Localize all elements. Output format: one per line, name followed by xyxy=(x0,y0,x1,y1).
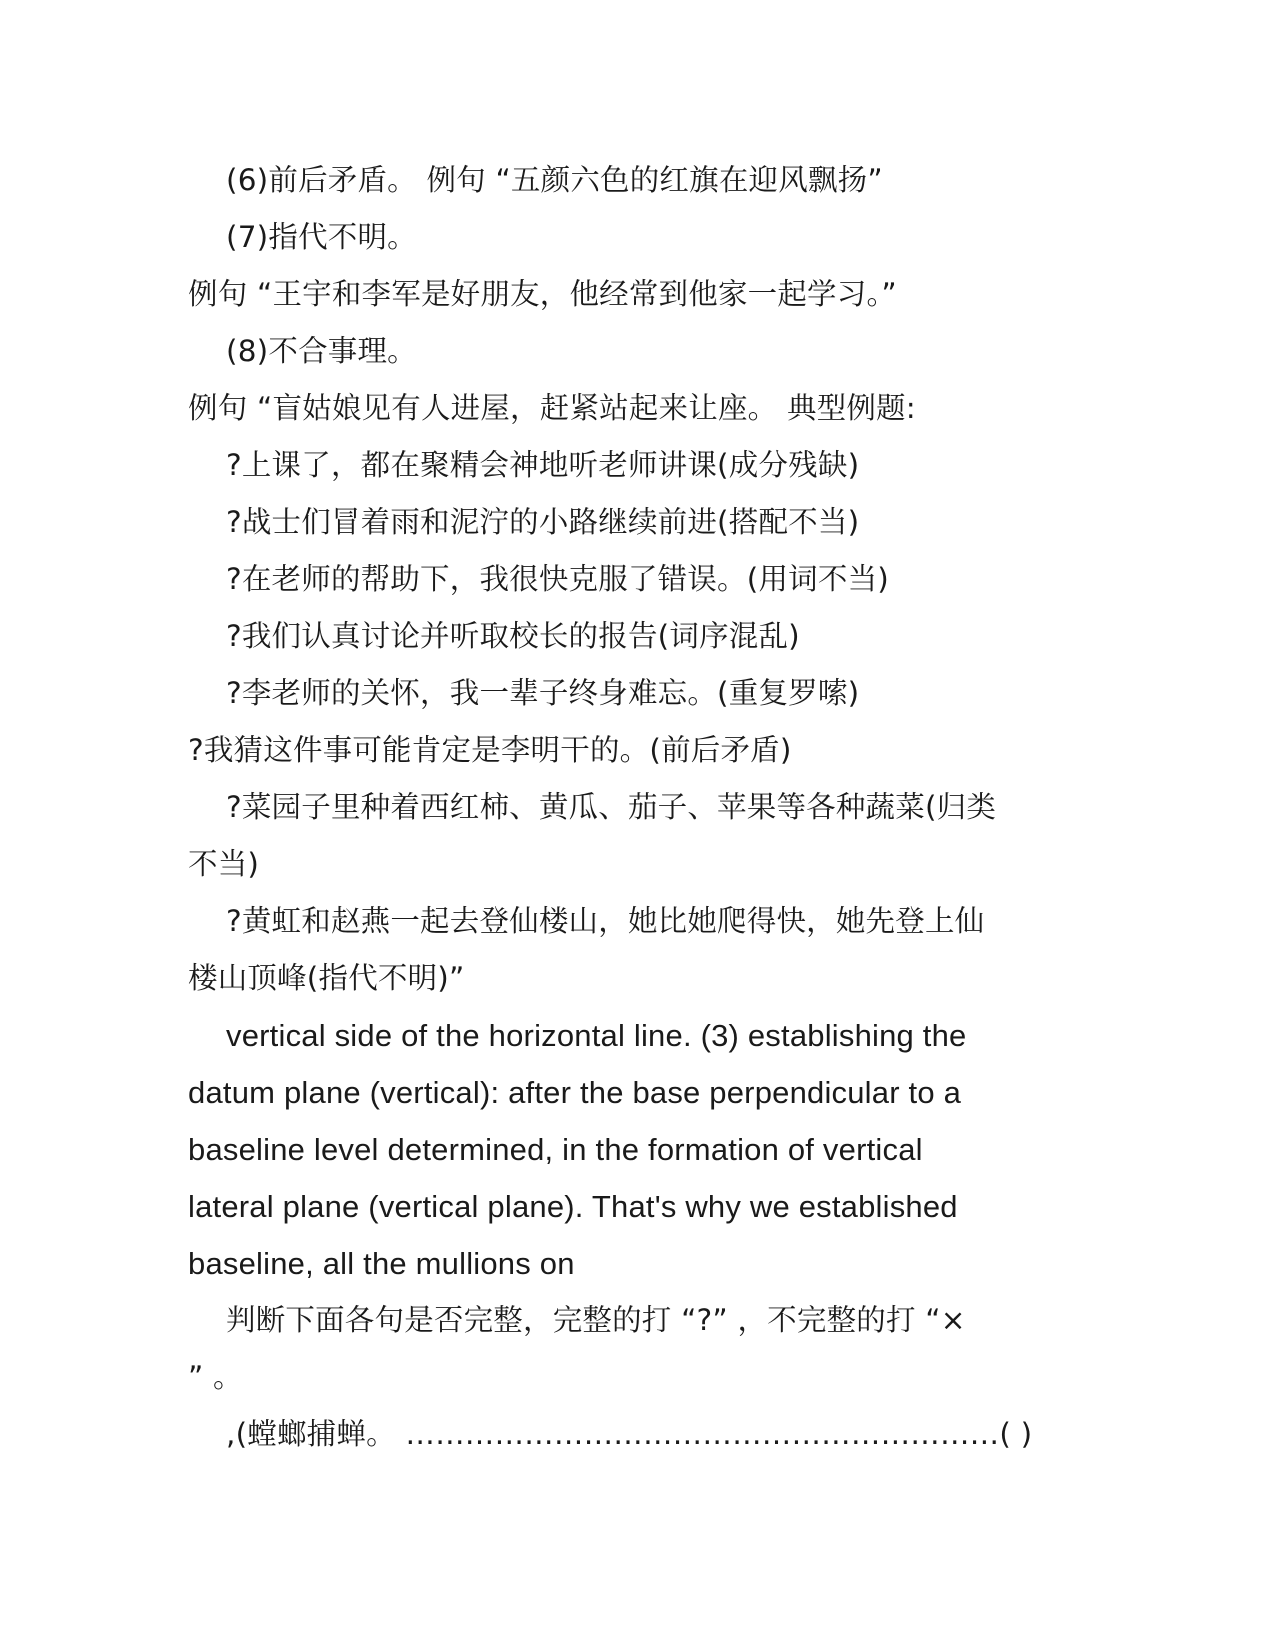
text-line: baseline level determined, in the formation of vertical xyxy=(188,1132,923,1167)
text-line: ?战士们冒着雨和泥泞的小路继续前进(搭配不当) xyxy=(226,505,860,539)
text-line: (8)不合事理。 xyxy=(226,334,417,368)
text-line: ?上课了，都在聚精会神地听老师讲课(成分残缺) xyxy=(226,448,860,482)
text-line: ?菜园子里种着西红柿、黄瓜、茄子、苹果等各种蔬菜(归类 xyxy=(226,790,997,824)
text-line: 不当) xyxy=(188,847,260,881)
text-line: ?黄虹和赵燕一起去登仙楼山，她比她爬得快，她先登上仙 xyxy=(226,904,985,938)
text-line: vertical side of the horizontal line. (3) establishing the xyxy=(226,1018,967,1053)
text-line: ?我们认真讨论并听取校长的报告(词序混乱) xyxy=(226,619,800,653)
text-line: 例句 “盲姑娘见有人进屋，赶紧站起来让座。 典型例题: xyxy=(188,391,916,425)
text-line: ” 。 xyxy=(188,1360,243,1394)
text-line: baseline, all the mullions on xyxy=(188,1246,575,1281)
text-line: 判断下面各句是否完整，完整的打 “?” ，不完整的打 “× xyxy=(226,1303,966,1337)
text-line: ,(螳螂捕蝉。 ……………………………………………………( ) xyxy=(226,1417,1033,1451)
text-line: datum plane (vertical): after the base perpendicular to a xyxy=(188,1075,962,1110)
text-line: 例句 “王宇和李军是好朋友，他经常到他家一起学习。” xyxy=(188,277,897,311)
text-line: 楼山顶峰(指代不明)” xyxy=(188,961,465,995)
text-line: ?李老师的关怀，我一辈子终身难忘。(重复罗嗦) xyxy=(226,676,860,710)
document-body xyxy=(188,152,1088,1463)
text-line: lateral plane (vertical plane). That's why we established xyxy=(188,1189,958,1224)
text-line: ?在老师的帮助下，我很快克服了错误。(用词不当) xyxy=(226,562,889,596)
text-line: (7)指代不明。 xyxy=(226,220,417,254)
text-line: ?我猜这件事可能肯定是李明干的。(前后矛盾) xyxy=(188,733,792,767)
text-line: (6)前后矛盾。 例句 “五颜六色的红旗在迎风飘扬” xyxy=(226,163,883,197)
